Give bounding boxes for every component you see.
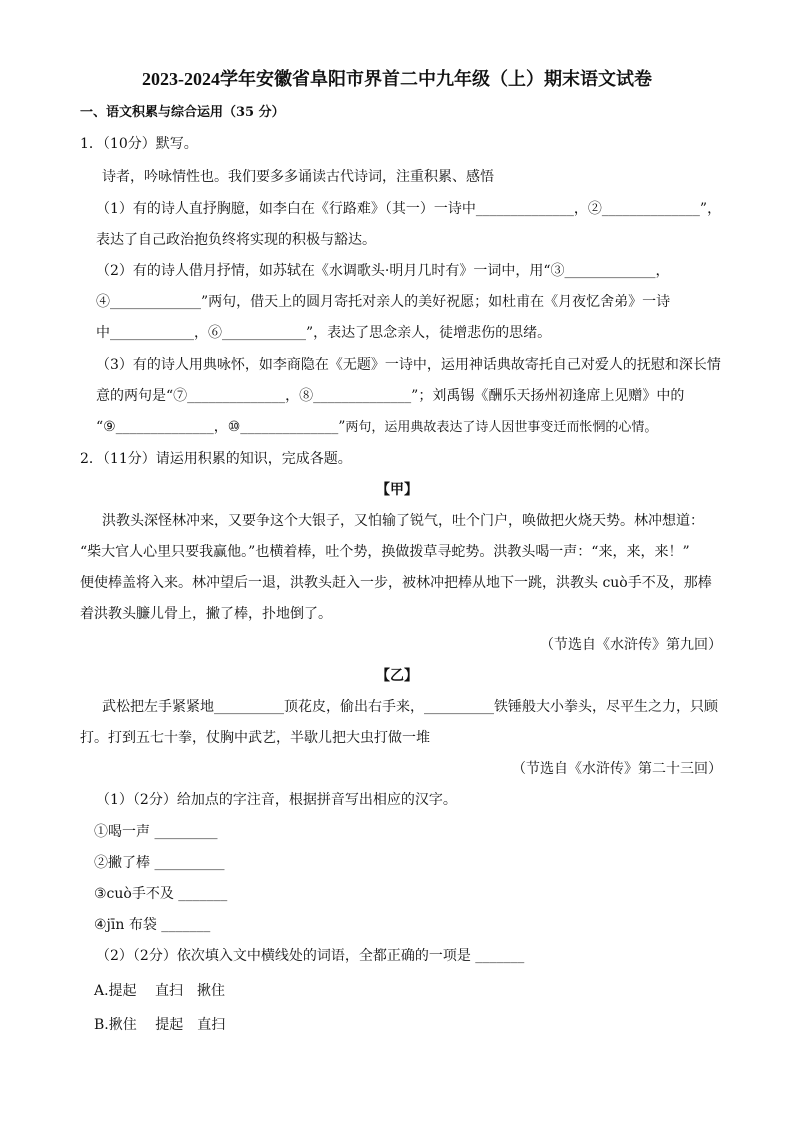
passage-yi-source: （节选自《水浒传》第二十三回） (512, 761, 722, 777)
subquestion-1-item-3: ③cuò手不及 _______ (94, 886, 228, 902)
subquestion-2-heading: （2）（2分）依次填入文中横线处的词语，全都正确的一项是 _______ (96, 948, 525, 964)
question-1-part-2-line-1: （2）有的诗人借月抒情，如苏轼在《水调歌头·明月几时有》一词中，用“③_____________， (96, 263, 670, 279)
subquestion-1-item-1: ①喝一声 _________ (94, 824, 218, 840)
question-1-part-1-line-1: （1）有的诗人直抒胸臆，如李白在《行路难》（其一）一诗中______________，②______________”， (96, 201, 722, 217)
subquestion-2-option-a: A.提起 直扫 揪住 (94, 983, 226, 999)
subquestion-2-option-b: B.揪住 提起 直扫 (94, 1017, 226, 1033)
passage-jia-line-2: “柴大官人心里只要我赢他。”也横着棒，吐个势，换做拨草寻蛇势。洪教头喝一声：“来，来，来！” (80, 544, 690, 560)
page-title: 2023-2024学年安徽省阜阳市界首二中九年级（上）期末语文试卷 (142, 69, 652, 89)
question-1-heading: 1．（10分）默写。 (80, 136, 198, 152)
poem-blanks: “⑨______________，⑩______________” (96, 419, 346, 435)
poem-note: 两句，运用典故表达了诗人因世事变迁而怅惘的心情。 (345, 420, 658, 435)
passage-jia-line-3: 便使棒盖将入来。林冲望后一退，洪教头赶入一步，被林冲把棒从地下一跳，洪教头 cuò手不及，那棒 (80, 575, 712, 591)
question-1-part-1-line-2: 表达了自己政治抱负终将实现的积极与豁达。 (96, 232, 376, 248)
question-1-intro: 诗者，吟咏情性也。我们要多多诵读古代诗词，注重积累、感悟 (102, 169, 494, 185)
question-1-part-3-line-1: （3）有的诗人用典咏怀，如李商隐在《无题》一诗中，运用神话典故寄托自己对爱人的抚慰和深长情 (96, 357, 721, 373)
passage-yi-label: 【乙】 (376, 668, 418, 684)
question-1-part-2-line-2: ④_____________”两句，借天上的圆月寄托对亲人的美好祝愿；如杜甫在《月夜忆舍弟》一诗 (96, 294, 671, 310)
question-1-part-2-line-3: 中____________，⑥____________”，表达了思念亲人，徒增悲伤的思绪。 (96, 325, 552, 341)
subquestion-1-item-4: ④jīn 布袋 _______ (94, 917, 211, 933)
passage-yi-line-2: 打。打到五七十拳，仗胸中武艺，半歇儿把大虫打做一堆 (80, 730, 430, 746)
question-1-part-3-line-3 (96, 417, 657, 438)
subquestion-1-heading: （1）（2分）给加点的字注音，根据拼音写出相应的汉字。 (96, 792, 457, 808)
subquestion-1-item-2: ②撇了棒 __________ (94, 855, 225, 871)
passage-yi-line-1: 武松把左手紧紧地__________顶花皮，偷出右手来，__________铁锤般大小拳头，尽平生之力，只顾 (102, 699, 718, 715)
section-heading: 一、语文积累与综合运用（35 分） (80, 105, 285, 120)
passage-jia-line-1: 洪教头深怪林冲来，又要争这个大银子，又怕输了锐气，吐个门户，唤做把火烧天势。林冲想道： (102, 513, 704, 529)
passage-jia-source: （节选自《水浒传》第九回） (540, 637, 722, 653)
question-1-part-3-line-2: 意的两句是“⑦______________，⑧______________”；刘禹锡《酬乐天扬州初逢席上见赠》中的 (96, 388, 685, 404)
passage-jia-label: 【甲】 (376, 482, 418, 498)
passage-jia-line-4: 着洪教头臁儿骨上，撇了棒，扑地倒了。 (80, 606, 332, 622)
question-2-heading: 2．（11分）请运用积累的知识，完成各题。 (80, 451, 352, 467)
